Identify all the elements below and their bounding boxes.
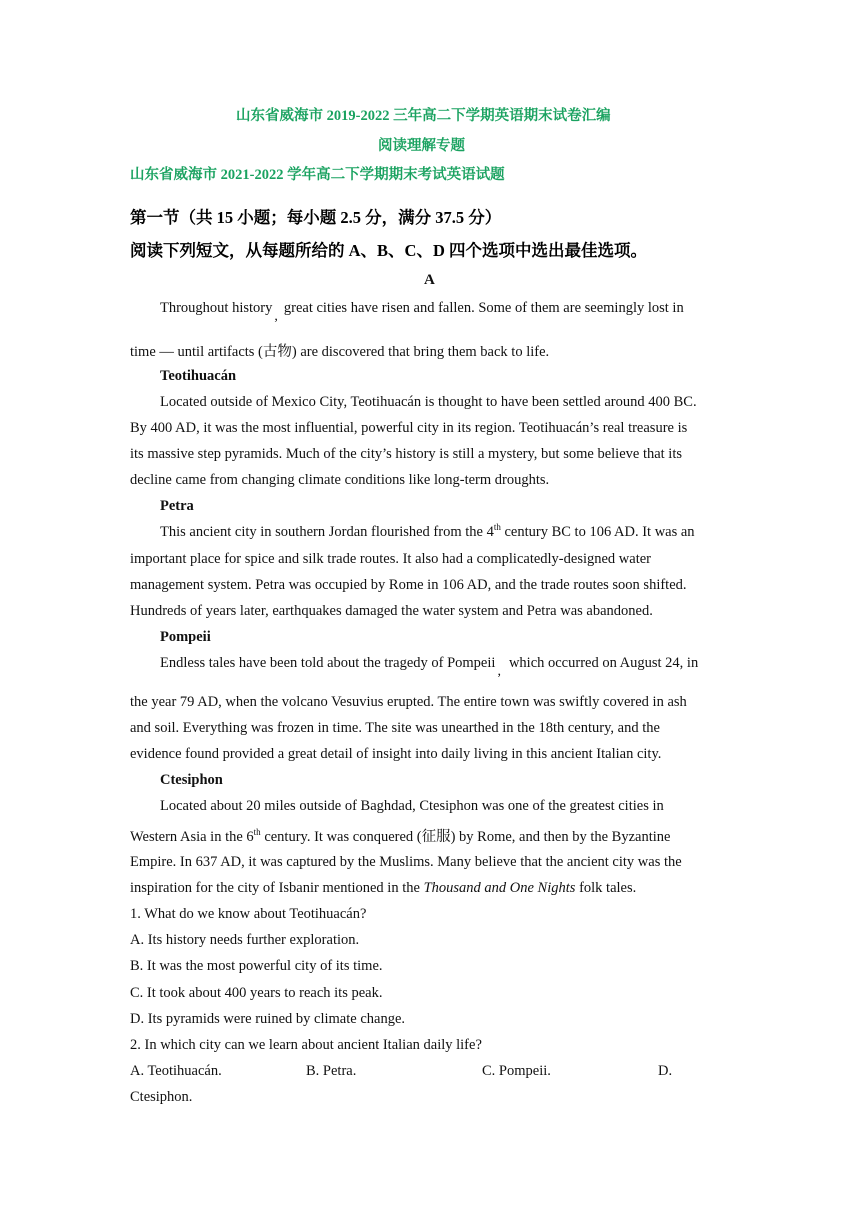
book-title: Thousand and One Nights <box>423 880 576 896</box>
ctesiphon-superscript: th <box>253 827 261 837</box>
pompeii-line-3: and soil. Everything was frozen in time. The site was unearthed in the 18th century, and the <box>130 720 660 736</box>
ctesiphon-line-4 <box>130 880 636 897</box>
question-1: 1. What do we know about Teotihuacán? <box>130 906 367 922</box>
exam-title: 山东省威海市 2021-2022 学年高二下学期期末考试英语试题 <box>130 167 505 183</box>
petra-superscript: th <box>493 522 501 532</box>
intro-line-1 <box>160 300 684 324</box>
pompeii-comma: , <box>497 664 501 679</box>
passage-letter: A <box>424 272 435 288</box>
ctesiphon-line-2a: Western Asia in the 6 <box>130 829 254 845</box>
intro-line-2: time — until artifacts (古物) are discovered that bring them back to life. <box>130 344 550 360</box>
ctesiphon-line-4b: folk tales. <box>575 880 637 896</box>
petra-line-1b: century BC to 106 AD. It was an <box>500 524 695 540</box>
question-1-option-b: B. It was the most powerful city of its time. <box>130 958 383 974</box>
ctesiphon-line-1: Located about 20 miles outside of Baghdad, Ctesiphon was one of the greatest cities in <box>160 798 664 814</box>
question-2-option-a: A. Teotihuacán. <box>130 1063 222 1079</box>
teotihuacan-line-4: decline came from changing climate conditions like long-term droughts. <box>130 472 550 488</box>
question-1-option-a: A. Its history needs further exploration. <box>130 932 360 948</box>
teotihuacan-heading: Teotihuacán <box>160 368 237 384</box>
ctesiphon-line-3: Empire. In 637 AD, it was captured by the Muslims. Many believe that the ancient city was the <box>130 854 682 870</box>
teotihuacan-line-3: its massive step pyramids. Much of the city’s history is still a mystery, but some believe that its <box>130 446 683 462</box>
question-2-option-c: C. Pompeii. <box>482 1063 551 1079</box>
question-1-option-d: D. Its pyramids were ruined by climate change. <box>130 1011 406 1027</box>
pompeii-line-1a: Endless tales have been told about the tragedy of Pompeii <box>160 655 496 671</box>
question-2-option-d: D. <box>658 1063 673 1079</box>
petra-heading: Petra <box>160 498 194 514</box>
petra-line-1a: This ancient city in southern Jordan flourished from the 4 <box>160 524 494 540</box>
section-instruction: 阅读下列短文，从每题所给的 A、B、C、D 四个选项中选出最佳选项。 <box>130 241 648 260</box>
ctesiphon-line-4a: inspiration for the city of Isbanir mentioned in the <box>130 880 424 896</box>
petra-line-4: Hundreds of years later, earthquakes damaged the water system and Petra was abandoned. <box>130 603 653 619</box>
intro-comma: , <box>274 309 278 324</box>
petra-line-3: management system. Petra was occupied by Rome in 106 AD, and the trade routes soon shifted. <box>130 577 687 593</box>
pompeii-line-4: evidence found provided a great detail of insight into daily living in this ancient Italian city. <box>130 746 662 762</box>
teotihuacan-line-2: By 400 AD, it was the most influential, powerful city in its region. Teotihuacán’s real treasure is <box>130 420 688 436</box>
teotihuacan-line-1: Located outside of Mexico City, Teotihuacán is thought to have been settled around 400 BC. <box>160 394 697 410</box>
ctesiphon-heading: Ctesiphon <box>160 772 223 788</box>
intro-text-b: great cities have risen and fallen. Some of them are seemingly lost in <box>283 300 684 316</box>
question-2-option-b: B. Petra. <box>306 1063 357 1079</box>
pompeii-line-2: the year 79 AD, when the volcano Vesuvius erupted. The entire town was swiftly covered in ash <box>130 694 687 710</box>
petra-line-2: important place for spice and silk trade routes. It also had a complicatedly-designed water <box>130 551 652 567</box>
ctesiphon-line-2 <box>130 825 670 846</box>
question-2-option-d-continued: Ctesiphon. <box>130 1089 193 1105</box>
doc-subtitle: 阅读理解专题 <box>378 138 465 154</box>
question-1-option-c: C. It took about 400 years to reach its peak. <box>130 985 383 1001</box>
doc-title: 山东省威海市 2019-2022 三年高二下学期英语期末试卷汇编 <box>236 108 611 124</box>
pompeii-heading: Pompeii <box>160 629 211 645</box>
ctesiphon-line-2b: century. It was conquered (征服) by Rome, and then by the Byzantine <box>260 829 671 845</box>
section-heading: 第一节（共 15 小题；每小题 2.5 分，满分 37.5 分） <box>130 208 502 227</box>
pompeii-line-1b: which occurred on August 24, in <box>508 655 699 671</box>
petra-line-1 <box>160 524 695 541</box>
question-2: 2. In which city can we learn about ancient Italian daily life? <box>130 1037 482 1053</box>
pompeii-line-1 <box>160 655 699 679</box>
intro-text-a: Throughout history <box>160 300 273 316</box>
